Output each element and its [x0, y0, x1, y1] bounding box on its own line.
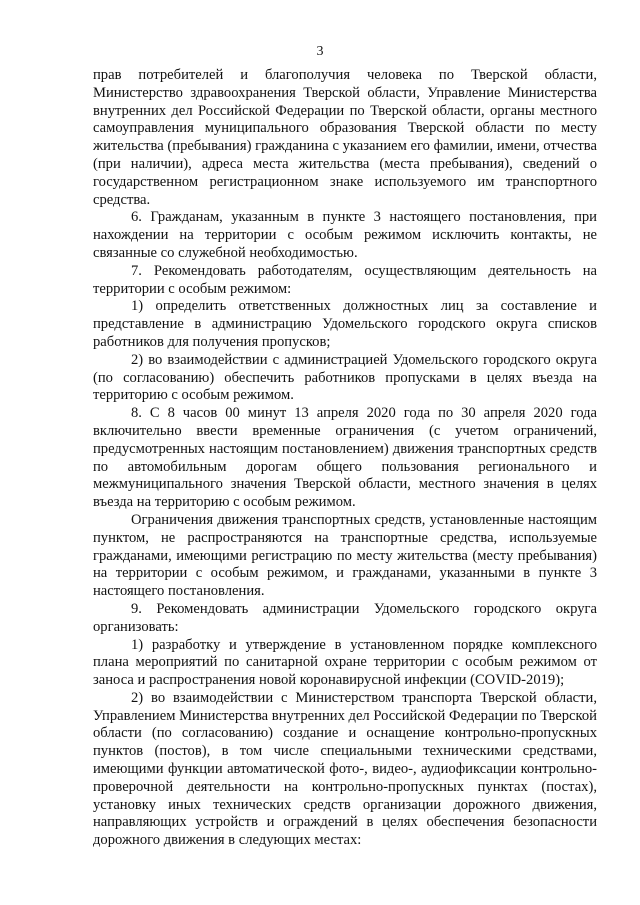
paragraph-item-9-sub-1: 1) разработку и утверждение в установленном порядке комплексного плана мероприятий по санитарной охране территории с особым режимом от заноса и распространения новой коронавирусной инфекции (COVID-2019); — [93, 636, 597, 689]
paragraph-item-8-restrictions: Ограничения движения транспортных средств, установленные настоящим пунктом, не распространяются на транспортные средства, используемые гражданами, имеющими регистрацию по месту жительства (месту пребывания) на территории с особым режимом, и гражданами, указанными в пункте 3 настоящего постановления. — [93, 511, 597, 600]
paragraph-item-9-sub-2: 2) во взаимодействии с Министерством транспорта Тверской области, Управлением Министерства внутренних дел Российской Федерации по Тверской области (по согласованию) создание и оснащение контрольно-пропускных пунктов (постов), в том числе специальными техническими средствами, имеющими функции автоматической фото-, видео-, аудиофиксации контрольно-проверочной деятельности на контрольно-пропускных пунктах (постах), установку иных технических средств организации дорожного движения, направляющих устройств и ограждений в целях обеспечения безопасности дорожного движения в следующих местах: — [93, 689, 597, 849]
paragraph-item-7-sub-2: 2) во взаимодействии с администрацией Удомельского городского округа (по согласованию) обеспечить работников пропусками в целях въезда на территорию с особым режимом. — [93, 351, 597, 404]
paragraph-item-7: 7. Рекомендовать работодателям, осуществляющим деятельность на территории с особым режимом: — [93, 262, 597, 297]
paragraph-item-8: 8. С 8 часов 00 минут 13 апреля 2020 года по 30 апреля 2020 года включительно ввести временные ограничения (с учетом ограничений, предусмотренных настоящим постановлением) движения транспортных средств по автомобильным дорогам общего пользования регионального и межмуниципального значения Тверской области, местного значения в целях въезда на территорию с особым режимом. — [93, 405, 597, 511]
paragraph-item-6: 6. Гражданам, указанным в пункте 3 настоящего постановления, при нахождении на территории с особым режимом исключить контакты, не связанные со служебной необходимостью. — [93, 209, 597, 261]
paragraph-continuation: прав потребителей и благополучия человека по Тверской области, Министерство здравоохранения Тверской области, Управление Министерства внутренних дел Российской Федерации по Тверской области, органы местного самоуправления муниципального образования Тверской области по месту жительства (пребывания) гражданина с указанием его фамилии, имени, отчества (при наличии), адреса места жительства (места пребывания), сведений о государственном регистрационном знаке используемого им транспортного средства. — [93, 67, 597, 208]
page-number: 3 — [316, 44, 324, 59]
paragraph-item-9: 9. Рекомендовать администрации Удомельского городского округа организовать: — [93, 600, 597, 635]
document-body — [93, 67, 597, 850]
paragraph-item-7-sub-1: 1) определить ответственных должностных лиц за составление и представление в администрацию Удомельского городского округа списков работников для получения пропусков; — [93, 298, 597, 350]
